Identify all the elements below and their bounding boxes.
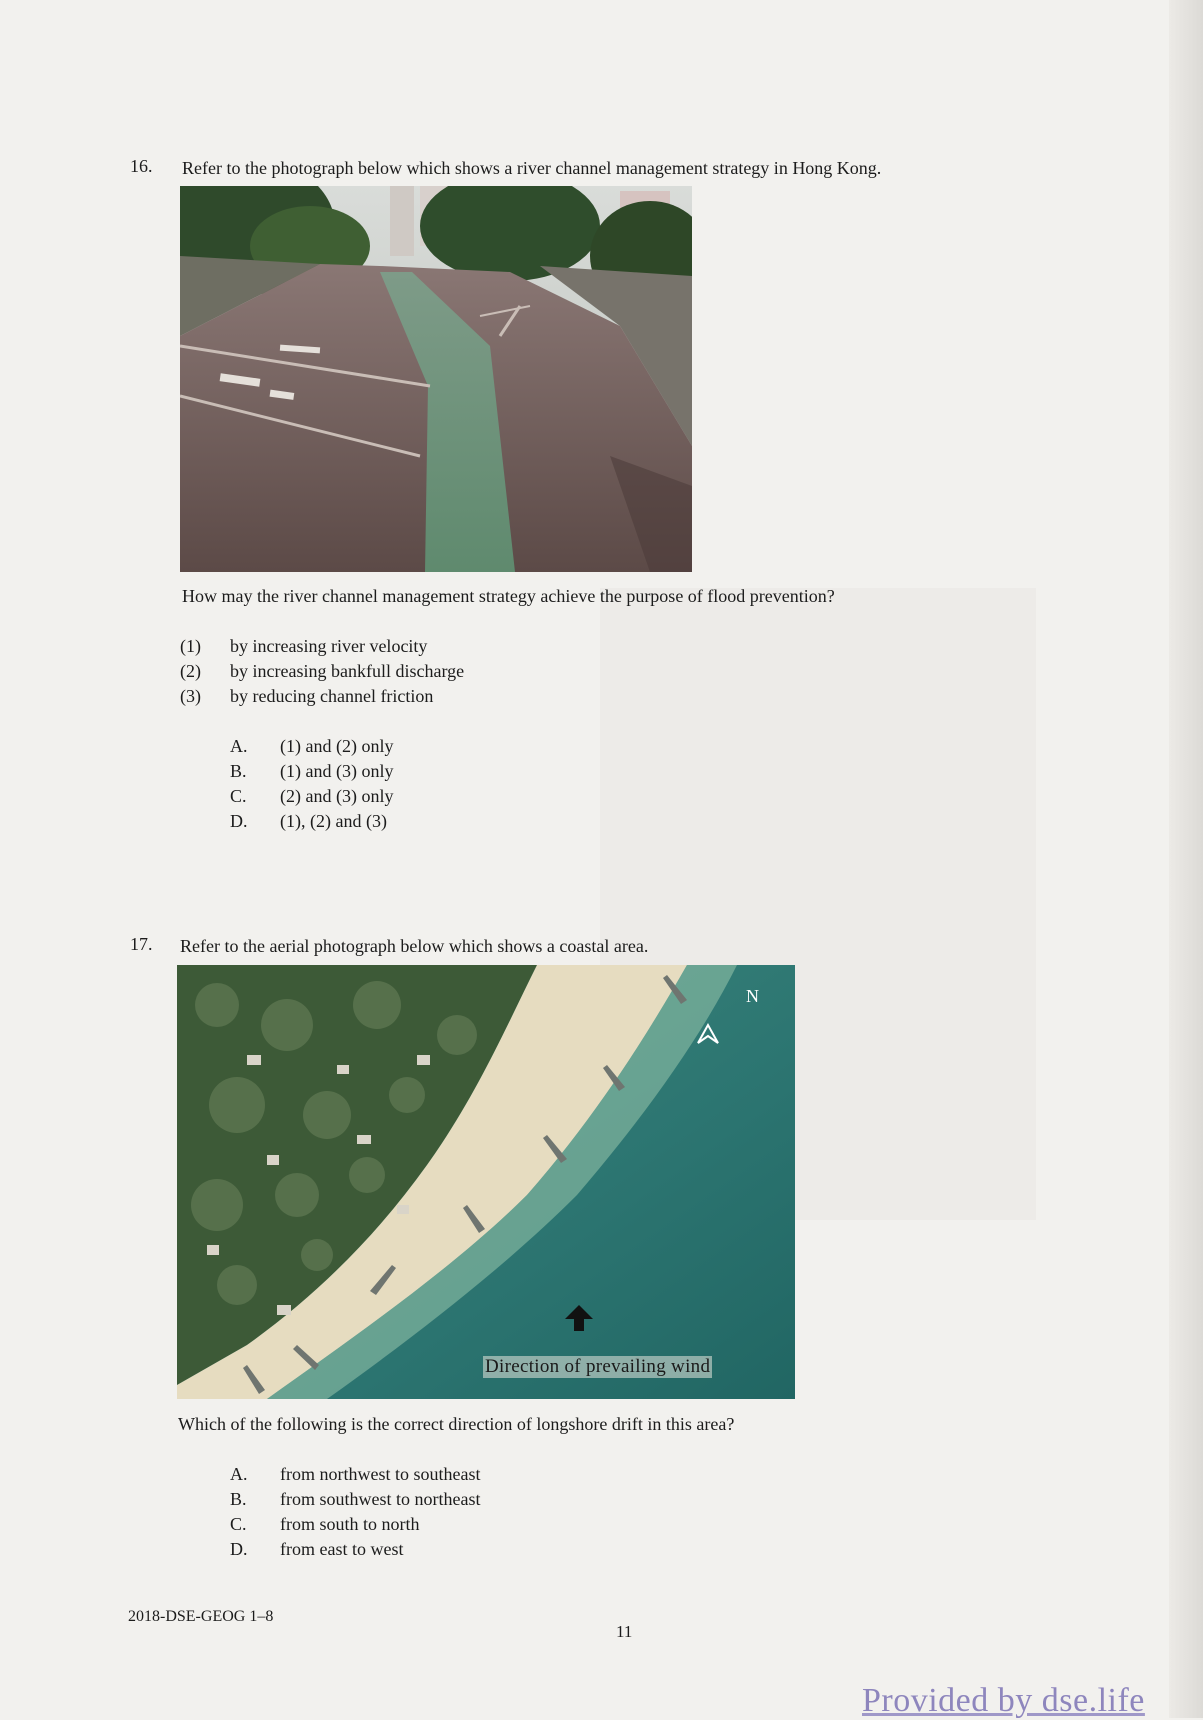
page-number: 11 — [616, 1622, 633, 1641]
option-key: A. — [230, 1464, 248, 1484]
option-text: (2) and (3) only — [280, 786, 394, 806]
option-key: D. — [230, 1539, 248, 1559]
statement-text: by reducing channel friction — [230, 686, 434, 706]
q16-option-c — [230, 784, 393, 808]
q17-question: Which of the following is the correct direction of longshore drift in this area? — [178, 1414, 735, 1434]
q17-option-d — [230, 1537, 403, 1561]
q17-option-c — [230, 1512, 420, 1536]
q16-option-d — [230, 809, 387, 833]
option-text: from northwest to southeast — [280, 1464, 481, 1484]
q16-option-b — [230, 759, 393, 783]
coastal-aerial-photo — [177, 965, 795, 1399]
paper-code: 2018-DSE-GEOG 1–8 — [128, 1608, 274, 1625]
watermark-link[interactable]: Provided by dse.life — [862, 1682, 1145, 1719]
statement-text: by increasing bankfull discharge — [230, 661, 465, 681]
q16-stem: Refer to the photograph below which shows a river channel management strategy in Hong Kong. — [182, 158, 882, 178]
q16-option-a — [230, 734, 393, 758]
q16-statement-2 — [180, 659, 464, 683]
option-text: from east to west — [280, 1539, 404, 1559]
page-edge-shadow — [1169, 0, 1203, 1718]
river-channel-photo — [180, 186, 692, 572]
statement-key: (3) — [180, 686, 201, 706]
option-key: C. — [230, 1514, 247, 1534]
river-channel-illustration — [180, 186, 692, 572]
prevailing-wind-label: Direction of prevailing wind — [485, 1356, 711, 1377]
q17-option-b — [230, 1487, 480, 1511]
option-key: C. — [230, 786, 247, 806]
option-text: (1) and (2) only — [280, 736, 394, 756]
statement-key: (1) — [180, 636, 201, 656]
q16-number: 16. — [130, 156, 153, 176]
option-key: D. — [230, 811, 248, 831]
statement-key: (2) — [180, 661, 201, 681]
option-key: B. — [230, 761, 247, 781]
coastal-aerial-illustration — [177, 965, 795, 1399]
q17-stem: Refer to the aerial photograph below which shows a coastal area. — [180, 936, 649, 956]
q16-question: How may the river channel management strategy achieve the purpose of flood prevention? — [182, 586, 835, 606]
q16-statement-1 — [180, 634, 427, 658]
q17-number: 17. — [130, 934, 153, 954]
option-text: from south to north — [280, 1514, 420, 1534]
q17-option-a — [230, 1462, 480, 1486]
statement-text: by increasing river velocity — [230, 636, 428, 656]
option-key: A. — [230, 736, 248, 756]
option-text: (1), (2) and (3) — [280, 811, 387, 831]
option-key: B. — [230, 1489, 247, 1509]
option-text: from southwest to northeast — [280, 1489, 481, 1509]
north-label: N — [746, 986, 759, 1006]
q16-statement-3 — [180, 684, 433, 708]
option-text: (1) and (3) only — [280, 761, 394, 781]
